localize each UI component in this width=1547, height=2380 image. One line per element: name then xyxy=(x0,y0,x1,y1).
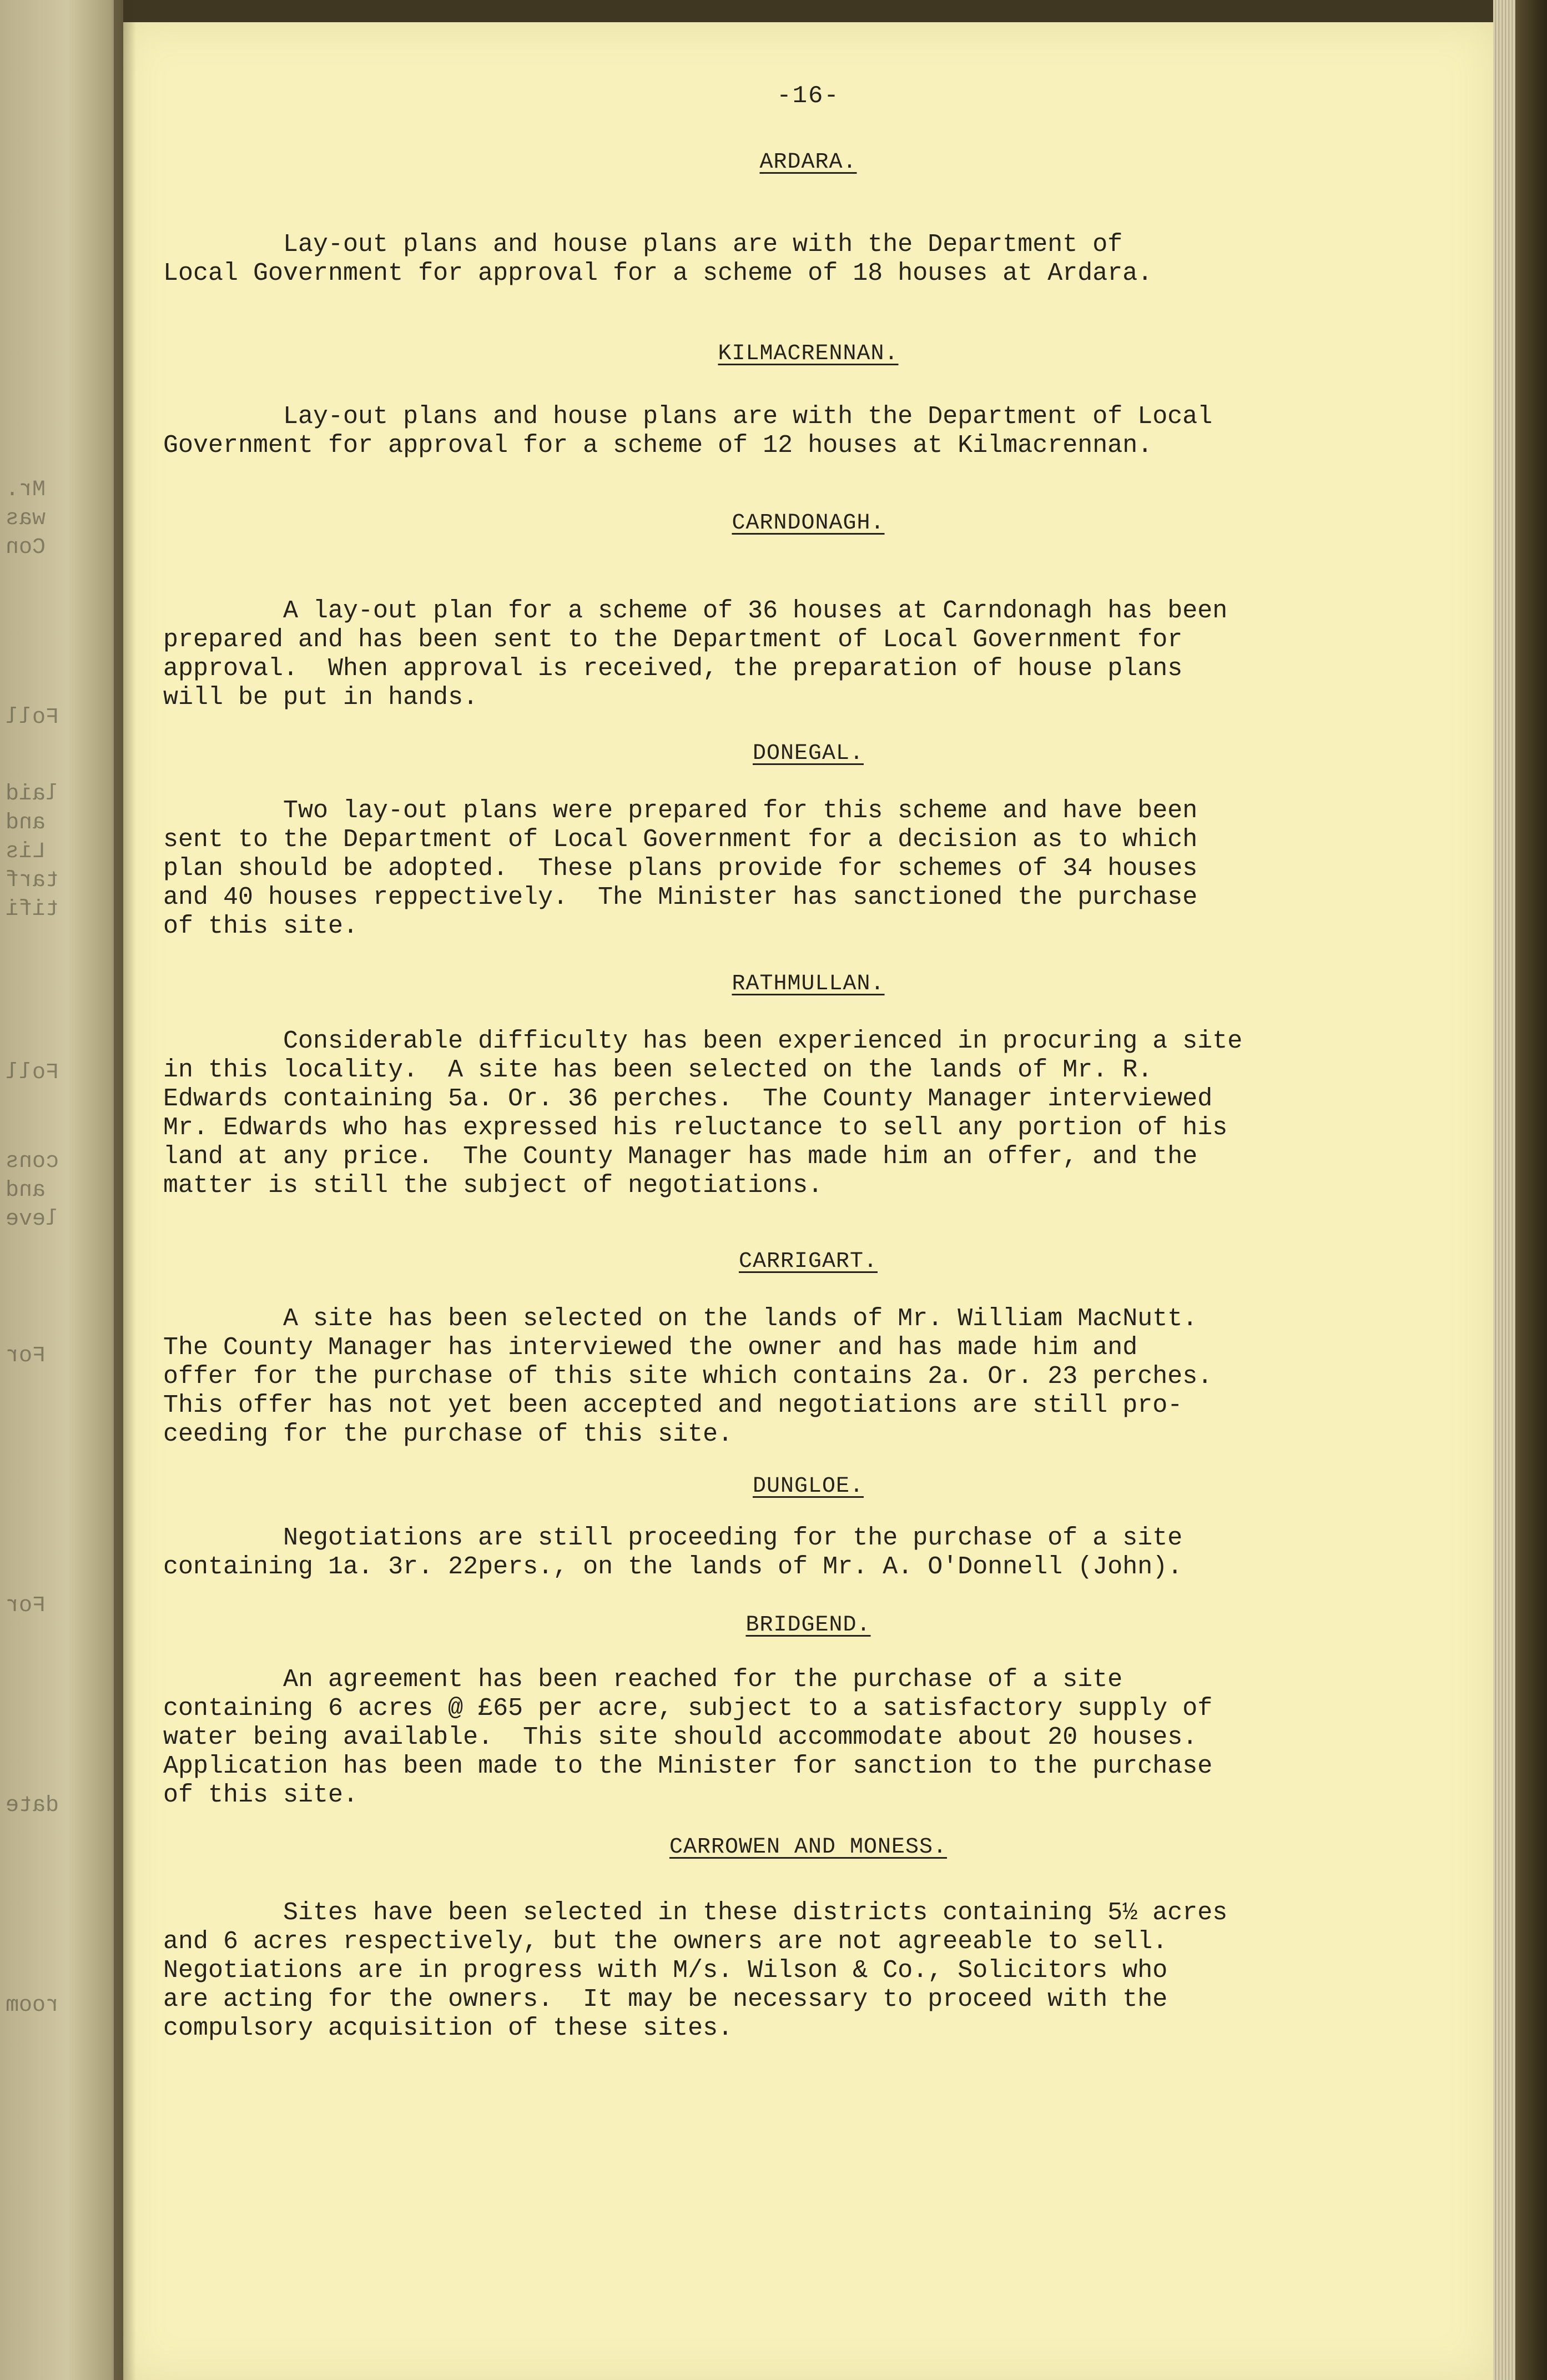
section-paragraph xyxy=(123,1305,1493,1449)
text-line: A site has been selected on the lands of Mr. William MacNutt. xyxy=(163,1305,1198,1333)
text-line: Lay-out plans and house plans are with the Department of xyxy=(163,230,1123,259)
section-heading: DUNGLOE. xyxy=(752,1474,864,1499)
text-line: containing 6 acres @ £65 per acre, subject to a satisfactory supply of xyxy=(163,1694,1213,1723)
text-line: are acting for the owners. It may be necessary to proceed with the xyxy=(163,1985,1168,2014)
text-line: compulsory acquisition of these sites. xyxy=(163,2014,733,2042)
facing-page-fragment: Mr. xyxy=(6,477,46,502)
section-heading: RATHMULLAN. xyxy=(732,972,885,997)
text-line: ceeding for the purchase of this site. xyxy=(163,1420,733,1448)
text-line: water being available. This site should accommodate about 20 houses. xyxy=(163,1723,1198,1752)
facing-page-fragment: and xyxy=(6,811,46,836)
text-line: The County Manager has interviewed the owner and has made him and xyxy=(163,1334,1138,1362)
text-line: prepared and has been sent to the Department of Local Government for xyxy=(163,626,1183,654)
section-carndonagh xyxy=(123,511,1493,712)
section-paragraph xyxy=(123,597,1493,712)
section-carrowen-and-moness xyxy=(123,1835,1493,2043)
facing-page-fragment: cons xyxy=(6,1149,59,1174)
text-line: plan should be adopted. These plans provide for schemes of 34 houses xyxy=(163,854,1198,883)
text-line: Lay-out plans and house plans are with the Department of Local xyxy=(163,402,1213,431)
text-line: of this site. xyxy=(163,912,359,940)
text-line: offer for the purchase of this site which contains 2a. Or. 23 perches. xyxy=(163,1362,1213,1391)
text-line: Considerable difficulty has been experienced in procuring a site xyxy=(163,1027,1243,1055)
text-line: Mr. Edwards who has expressed his reluctance to sell any portion of his xyxy=(163,1114,1228,1142)
text-line: and 6 acres respectively, but the owners are not agreeable to sell. xyxy=(163,1928,1168,1956)
section-carrigart xyxy=(123,1249,1493,1449)
facing-page-fragment: tarf xyxy=(6,868,59,893)
section-dungloe xyxy=(123,1474,1493,1582)
facing-page-fragment: Foll xyxy=(6,1060,59,1085)
text-line: approval. When approval is received, the preparation of house plans xyxy=(163,655,1183,683)
text-line: matter is still the subject of negotiations. xyxy=(163,1171,823,1200)
section-donegal xyxy=(123,741,1493,941)
text-line: Application has been made to the Minister for sanction to the purchase xyxy=(163,1752,1213,1780)
section-paragraph xyxy=(123,797,1493,941)
section-heading: CARRIGART. xyxy=(738,1249,878,1274)
facing-page-fragment: Con xyxy=(6,535,46,560)
text-line: Edwards containing 5a. Or. 36 perches. The County Manager interviewed xyxy=(163,1085,1213,1113)
book-cover-edge xyxy=(1515,0,1547,2380)
text-line: Local Government for approval for a scheme of 18 houses at Ardara. xyxy=(163,259,1153,288)
facing-page-fragment: Foll xyxy=(6,705,59,730)
facing-page-fragment: leve xyxy=(6,1207,59,1232)
text-line: Sites have been selected in these districts containing 5½ acres xyxy=(163,1899,1228,1927)
document-page xyxy=(123,22,1493,2380)
text-line: sent to the Department of Local Government for a decision as to which xyxy=(163,826,1198,854)
text-line: Government for approval for a scheme of 12 houses at Kilmacrennan. xyxy=(163,431,1153,460)
section-paragraph xyxy=(123,1666,1493,1810)
page-stack-edge xyxy=(1493,0,1515,2380)
text-line: A lay-out plan for a scheme of 36 houses at Carndonagh has been xyxy=(163,597,1228,625)
text-line: Negotiations are in progress with M/s. Wilson & Co., Solicitors who xyxy=(163,1956,1168,1985)
text-line: This offer has not yet been accepted and negotiations are still pro- xyxy=(163,1391,1183,1420)
section-rathmullan xyxy=(123,972,1493,1200)
section-heading: ARDARA. xyxy=(759,150,857,175)
text-line: and 40 houses reppectively. The Minister has sanctioned the purchase xyxy=(163,883,1198,912)
text-line: in this locality. A site has been selected on the lands of Mr. R. xyxy=(163,1056,1153,1084)
section-paragraph xyxy=(123,1027,1493,1200)
facing-page-fragment: For xyxy=(6,1593,46,1618)
section-heading: CARNDONAGH. xyxy=(732,511,885,536)
section-heading: CARROWEN AND MONESS. xyxy=(669,1835,948,1860)
section-paragraph xyxy=(123,1524,1493,1582)
text-line: will be put in hands. xyxy=(163,683,478,712)
section-bridgend xyxy=(123,1613,1493,1810)
section-ardara xyxy=(123,150,1493,288)
text-line: of this site. xyxy=(163,1781,359,1809)
text-line: Two lay-out plans were prepared for this scheme and have been xyxy=(163,797,1198,825)
page-number: -16- xyxy=(777,82,840,110)
section-heading: KILMACRENNAN. xyxy=(718,341,899,366)
section-paragraph xyxy=(123,402,1493,460)
section-heading: DONEGAL. xyxy=(752,741,864,766)
facing-page-fragment: room xyxy=(6,1993,59,2018)
text-line: containing 1a. 3r. 22pers., on the lands of Mr. A. O'Donnell (John). xyxy=(163,1553,1183,1581)
facing-page-fragment: tifi xyxy=(6,897,59,922)
facing-page-fragment: date xyxy=(6,1793,59,1818)
facing-page-fragment: laid xyxy=(6,782,59,807)
facing-page-fragment: Lis xyxy=(6,839,46,864)
text-line: land at any price. The County Manager has made him an offer, and the xyxy=(163,1143,1198,1171)
section-paragraph xyxy=(123,230,1493,288)
facing-page-fragment: For xyxy=(6,1344,46,1368)
facing-page-edge xyxy=(0,0,123,2380)
section-paragraph xyxy=(123,1899,1493,2043)
section-heading: BRIDGEND. xyxy=(745,1613,871,1638)
text-line: Negotiations are still proceeding for the purchase of a site xyxy=(163,1524,1183,1552)
text-line: An agreement has been reached for the purchase of a site xyxy=(163,1666,1123,1694)
facing-page-fragment: and xyxy=(6,1178,46,1203)
facing-page-fragment: was xyxy=(6,506,46,531)
section-kilmacrennan xyxy=(123,341,1493,460)
